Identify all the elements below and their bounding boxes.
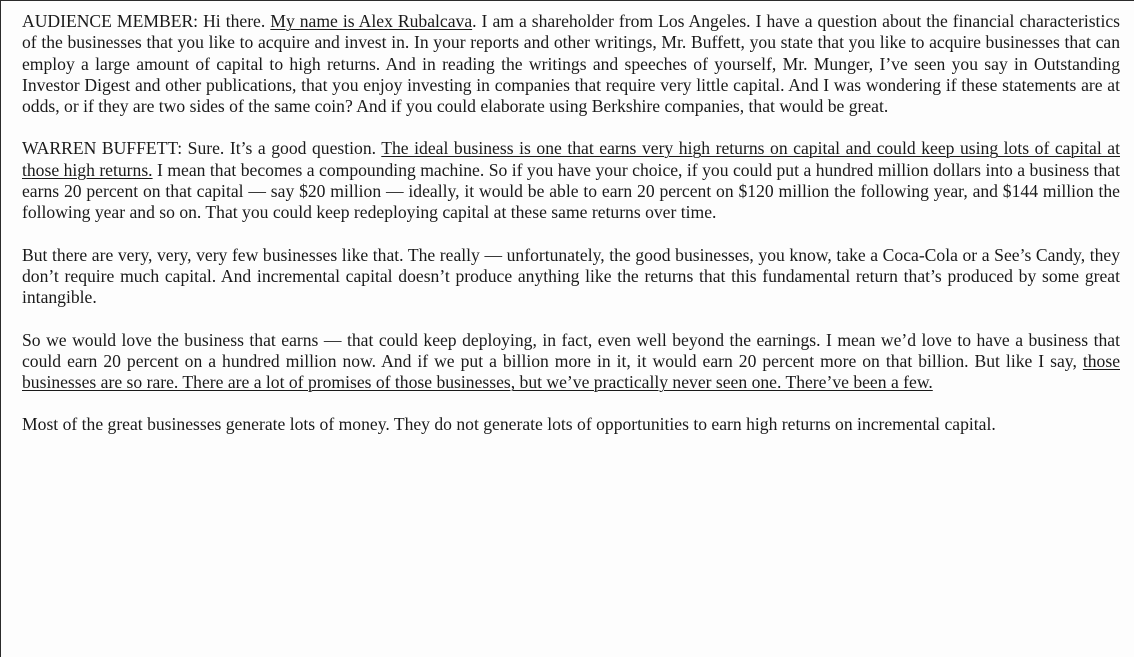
paragraph-audience-question xyxy=(22,11,1120,117)
paragraph-text: . I am a shareholder from Los Angeles. I have a question about the financial characteristics of the businesses that you like to acquire and invest in. In your reports and other writings, Mr. Buffett, you state that you like to acquire businesses that can employ a large amount of capital to high returns. And in reading the writings and speeches of yourself, Mr. Munger, I’ve seen you say in Outstanding Investor Digest and other publications, that you enjoy investing in companies that require very little capital. And I was wondering if these statements are at odds, or if they are two sides of the same coin? And if you could elaborate using Berkshire companies, that would be great. xyxy=(22,11,1120,117)
underlined-text: My name is Alex Rubalcava xyxy=(270,11,473,31)
paragraph-great-businesses xyxy=(22,414,1120,435)
underlined-text: those businesses are so rare. There are a lot of promises of those businesses, but we’ve practically never seen one. There’ve been a few. xyxy=(22,350,1120,393)
paragraph-text: But there are very, very, very few businesses like that. The really — unfortunately, the good businesses, you know, take a Coca-Cola or a See’s Candy, they don’t require much capital. And incremental capital doesn’t produce anything like the returns that this fundamental return that’s produced by some great intangible. xyxy=(22,244,1120,308)
paragraph-text: WARREN BUFFETT: Sure. It’s a good question. xyxy=(22,138,382,159)
paragraph-text: Most of the great businesses generate lots of money. They do not generate lots of opportunities to earn high returns on incremental capital. xyxy=(22,414,996,435)
paragraph-text: AUDIENCE MEMBER: Hi there. xyxy=(22,11,271,31)
paragraph-few-businesses xyxy=(22,245,1120,309)
transcript-text xyxy=(22,11,1120,436)
paragraph-rare-businesses xyxy=(22,330,1120,394)
underlined-text: The ideal business is one that earns very high returns on capital and could keep using lots of capital at those high returns. xyxy=(22,138,1120,180)
paragraph-buffett-answer xyxy=(22,138,1120,223)
paragraph-text: So we would love the business that earns — that could keep deploying, in fact, even well beyond the earnings. I mean we’d love to have a business that could earn 20 percent on a hundred million now. And if we put a billion more in it, it would earn 20 percent more on that billion. But like I say, xyxy=(22,329,1120,371)
paragraph-text: I mean that becomes a compounding machine. So if you have your choice, if you could put a hundred million dollars into a business that earns 20 percent on that capital — say $20 million — ideally, it would be able to earn 20 percent on $120 million the following year, and $144 million the following year and so on. That you could keep redeploying capital at these same returns over time. xyxy=(22,159,1120,223)
